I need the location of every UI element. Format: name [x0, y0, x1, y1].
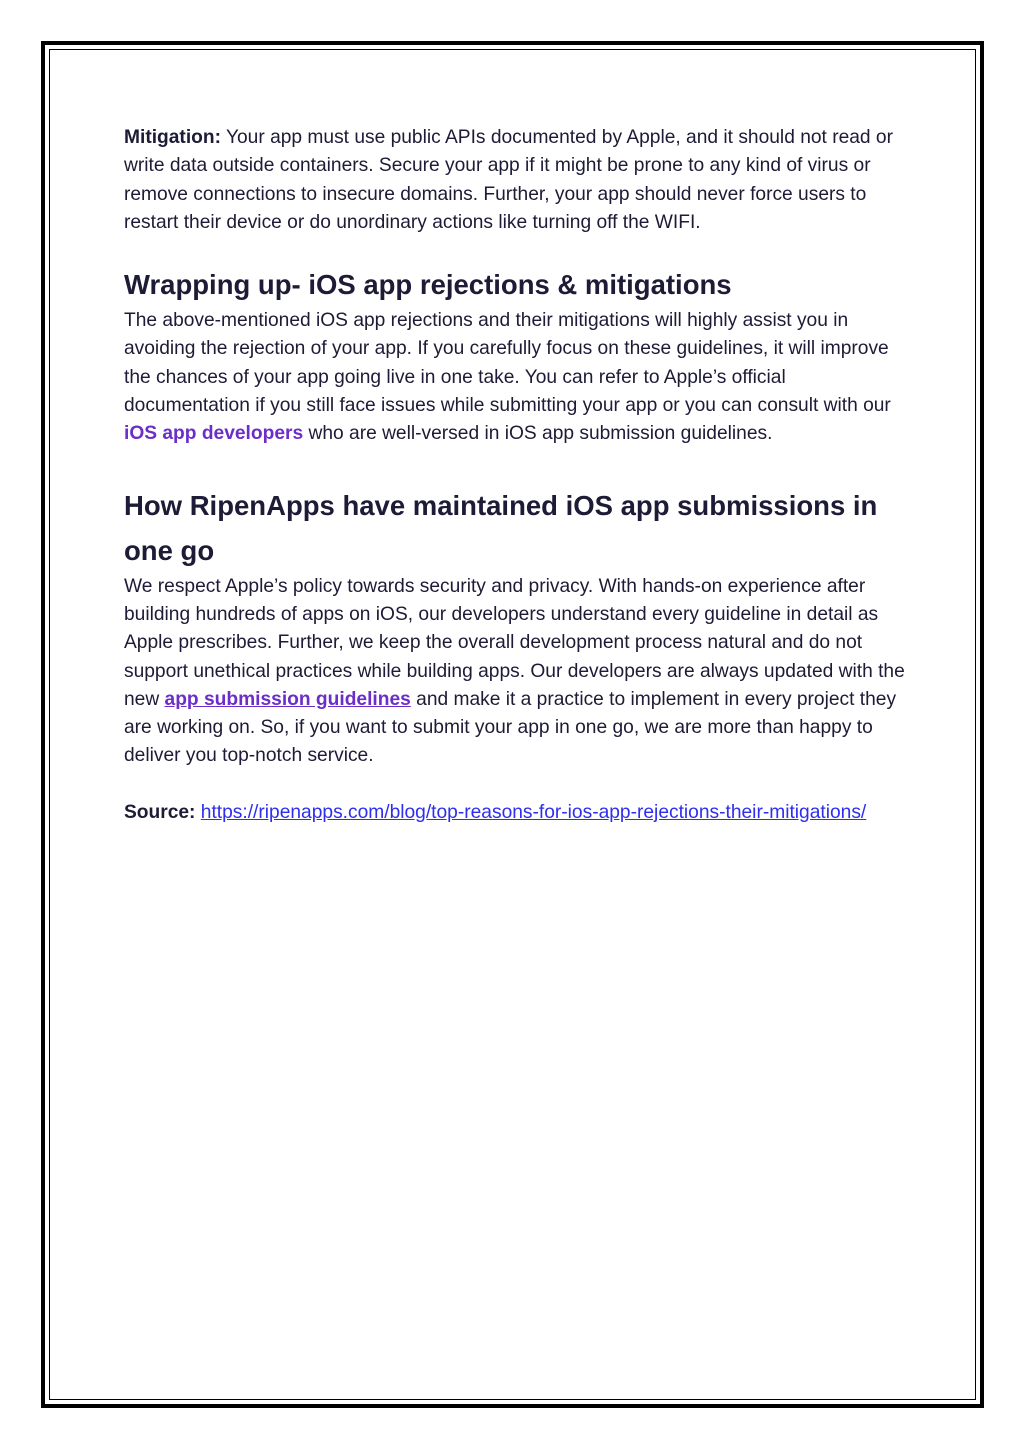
source-paragraph	[124, 799, 914, 827]
mitigation-label: Mitigation:	[124, 127, 221, 148]
source-label: Source:	[124, 801, 196, 823]
ripenapps-paragraph	[124, 573, 914, 771]
mitigation-text: Your app must use public APIs documented by Apple, and it should not read or write data outside containers. Secure your app if it might be prone to any kind of virus or remove connections to insecure domains. Further, your app should never force users to restart their device or do unordinary actions like turning off the WIFI.	[124, 127, 893, 233]
wrapping-up-paragraph	[124, 307, 914, 448]
app-submission-guidelines-link[interactable]: app submission guidelines	[164, 688, 411, 710]
ios-app-developers-link[interactable]: iOS app developers	[124, 423, 304, 445]
wrapping-text-after: who are well-versed in iOS app submission guidelines.	[303, 423, 773, 445]
ripenapps-text-before: We respect Apple’s policy towards security and privacy. With hands-on experience after building hundreds of apps on iOS, our developers understand every guideline in detail as Apple prescribes. Further, we keep the overall development process natural and do not support unethical practices while building apps. Our developers are always updated with the new	[124, 575, 905, 710]
wrapping-up-heading: Wrapping up- iOS app rejections & mitigations	[124, 269, 732, 301]
wrapping-text-before: The above-mentioned iOS app rejections and their mitigations will highly assist you in avoiding the rejection of your app. If you carefully focus on these guidelines, it will improve the chances of your app going live in one take. You can refer to Apple’s official documentation if you still face issues while submitting your app or you can consult with our	[124, 310, 891, 417]
source-url-link[interactable]: https://ripenapps.com/blog/top-reasons-for-ios-app-rejections-their-mitigations/	[200, 801, 867, 823]
mitigation-paragraph	[124, 124, 914, 237]
ripenapps-text-after: and make it a practice to implement in every project they are working on. So, if you want to submit your app in one go, we are more than happy to deliver you top-notch service.	[124, 688, 897, 767]
ripenapps-heading: How RipenApps have maintained iOS app submissions in one go	[124, 489, 878, 566]
document-content	[124, 124, 914, 827]
